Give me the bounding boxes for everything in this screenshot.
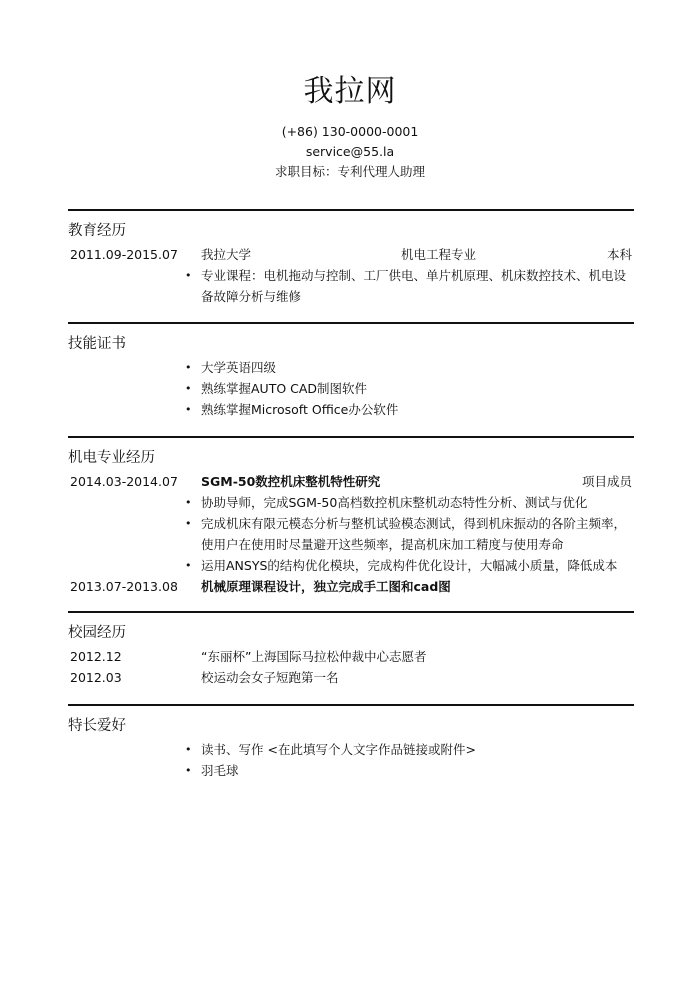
bullet-icon: • <box>185 269 192 282</box>
major-name: 机电工程专业 <box>401 247 477 262</box>
list-item: • 专业课程：电机拖动与控制、工厂供电、单片机原理、机床数控技术、机电设备故障分析与维修 <box>181 265 634 307</box>
section-title-education: 教育经历 <box>68 223 126 239</box>
project-title: SGM-50数控机床整机特性研究 <box>201 474 381 489</box>
education-row <box>68 244 634 265</box>
list-item: • 运用ANSYS的结构优化模块，完成构件优化设计，大幅减小质量，降低成本 <box>181 555 634 576</box>
project-role: 项目成员 <box>581 474 632 489</box>
section-divider <box>68 209 634 211</box>
degree-name: 本科 <box>606 247 632 262</box>
hobbies-section <box>68 704 634 781</box>
bullet-icon: • <box>185 764 192 777</box>
bullet-icon: • <box>185 403 192 416</box>
bullet-icon: • <box>185 382 192 395</box>
skills-bullets <box>68 357 634 420</box>
list-item: • 大学英语四级 <box>181 357 634 378</box>
campus-row <box>68 667 634 688</box>
job-objective: 求职目标：专利代理人助理 <box>274 164 425 179</box>
section-divider <box>68 322 634 324</box>
list-item: • 熟练掌握AUTO CAD制图软件 <box>181 378 634 399</box>
phone-number: (+86) 130-0000-0001 <box>281 124 419 139</box>
experience-row <box>68 471 634 492</box>
experience-date: 2014.03-2014.07 <box>70 474 178 489</box>
bullet-icon: • <box>185 743 192 756</box>
experience-bullets <box>68 492 634 576</box>
education-bullets <box>68 265 634 307</box>
experience-row <box>68 576 634 597</box>
list-item: • 协助导师，完成SGM-50高档数控机床整机动态特性分析、测试与优化 <box>181 492 634 513</box>
email-address: service@55.la <box>305 144 395 159</box>
campus-text: “东丽杯”上海国际马拉松仲裁中心志愿者 <box>201 649 427 664</box>
section-title-hobbies: 特长爱好 <box>68 718 126 734</box>
list-item: • 完成机床有限元模态分析与整机试验模态测试，得到机床振动的各阶主频率，使用户在使用时尽量避开这些频率，提高机床加工精度与使用寿命 <box>181 513 634 555</box>
campus-row <box>68 646 634 667</box>
bullet-icon: • <box>185 559 192 572</box>
section-divider <box>68 611 634 613</box>
resume-header <box>0 72 700 182</box>
bullet-icon: • <box>185 361 192 374</box>
project-title: 机械原理课程设计，独立完成手工图和cad图 <box>201 579 451 594</box>
section-title-campus: 校园经历 <box>68 625 126 641</box>
school-name: 我拉大学 <box>201 247 252 262</box>
experience-date: 2013.07-2013.08 <box>70 579 178 594</box>
list-item: • 读书、写作 <在此填写个人文字作品链接或附件> <box>181 739 634 760</box>
education-date: 2011.09-2015.07 <box>70 247 178 262</box>
experience-section <box>68 436 634 597</box>
section-divider <box>68 704 634 706</box>
section-title-experience: 机电专业经历 <box>68 450 155 466</box>
education-section <box>68 209 634 307</box>
section-title-skills: 技能证书 <box>68 336 126 352</box>
campus-date: 2012.03 <box>70 670 122 685</box>
list-item: • 熟练掌握Microsoft Office办公软件 <box>181 399 634 420</box>
candidate-name: 我拉网 <box>303 74 397 109</box>
bullet-icon: • <box>185 496 192 509</box>
section-divider <box>68 436 634 438</box>
campus-text: 校运动会女子短跑第一名 <box>201 670 339 685</box>
campus-section <box>68 611 634 688</box>
campus-date: 2012.12 <box>70 649 122 664</box>
list-item: • 羽毛球 <box>181 760 634 781</box>
skills-section <box>68 322 634 420</box>
hobbies-bullets <box>68 739 634 781</box>
bullet-icon: • <box>185 517 192 530</box>
